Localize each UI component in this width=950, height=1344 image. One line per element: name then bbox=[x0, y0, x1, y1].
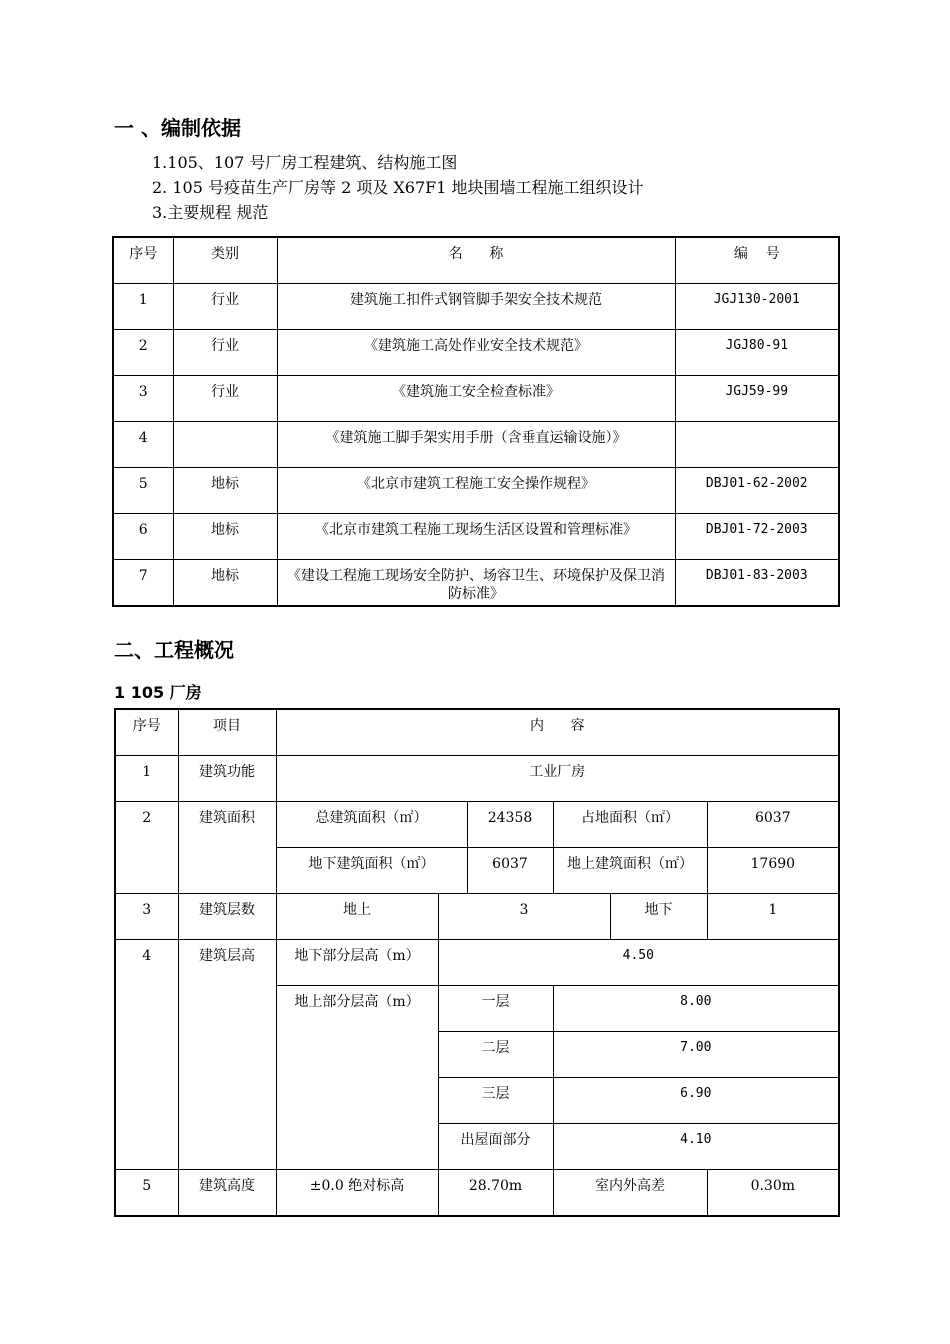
row-name: 《北京市建筑工程施工现场生活区设置和管理标准》 bbox=[277, 514, 675, 560]
row-category: 行业 bbox=[173, 376, 277, 422]
header-no: 序号 bbox=[113, 237, 173, 284]
basis-item-3: 3.主要规程 规范 bbox=[152, 203, 269, 222]
height-difference-label: 室内外高差 bbox=[553, 1170, 707, 1217]
table-row bbox=[113, 284, 839, 330]
floors-above-value: 3 bbox=[438, 894, 610, 940]
basis-item-1: 1.105、107 号厂房工程建筑、结构施工图 bbox=[152, 153, 458, 172]
header-code: 编 号 bbox=[675, 237, 839, 284]
floor-height: 8.00 bbox=[553, 986, 839, 1032]
row-category bbox=[173, 422, 277, 468]
floor-height: 7.00 bbox=[553, 1032, 839, 1078]
table-header bbox=[113, 237, 839, 284]
above-height-label: 地上部分层高（m） bbox=[276, 986, 438, 1170]
footprint-label: 占地面积（㎡） bbox=[553, 802, 707, 848]
above-area-value: 17690 bbox=[707, 848, 839, 894]
header-no: 序号 bbox=[115, 709, 178, 756]
footprint-value: 6037 bbox=[707, 802, 839, 848]
row-code: DBJ01-72-2003 bbox=[675, 514, 839, 560]
under-area-label: 地下建筑面积（㎡） bbox=[276, 848, 467, 894]
row-no: 5 bbox=[115, 1170, 178, 1217]
floor-height: 4.10 bbox=[553, 1124, 839, 1170]
absolute-elevation-label: ±0.0 绝对标高 bbox=[276, 1170, 438, 1217]
row-no: 5 bbox=[113, 468, 173, 514]
under-area-value: 6037 bbox=[467, 848, 553, 894]
section1-title: 一 、编制依据 bbox=[114, 116, 241, 140]
section2-title: 二、工程概况 bbox=[114, 638, 234, 662]
table-row bbox=[113, 514, 839, 560]
table-row bbox=[113, 422, 839, 468]
row-category: 行业 bbox=[173, 330, 277, 376]
row-no: 4 bbox=[113, 422, 173, 468]
table-row bbox=[113, 376, 839, 422]
under-height-label: 地下部分层高（m） bbox=[276, 940, 438, 986]
floor-label: 一层 bbox=[438, 986, 553, 1032]
under-height-value: 4.50 bbox=[438, 940, 839, 986]
table-row bbox=[115, 940, 839, 986]
row-item: 建筑面积 bbox=[178, 802, 276, 894]
floor-label: 出屋面部分 bbox=[438, 1124, 553, 1170]
header-item: 项目 bbox=[178, 709, 276, 756]
floors-under-value: 1 bbox=[707, 894, 839, 940]
table-row bbox=[115, 894, 839, 940]
row-item: 建筑高度 bbox=[178, 1170, 276, 1217]
row-item: 建筑功能 bbox=[178, 756, 276, 802]
table-row bbox=[113, 560, 839, 607]
row-no: 3 bbox=[115, 894, 178, 940]
floor-label: 三层 bbox=[438, 1078, 553, 1124]
row-no: 7 bbox=[113, 560, 173, 607]
row-name: 《建筑施工脚手架实用手册（含垂直运输设施）》 bbox=[277, 422, 675, 468]
row-item: 建筑层数 bbox=[178, 894, 276, 940]
standards-table bbox=[112, 236, 840, 607]
table-row bbox=[115, 756, 839, 802]
header-content: 内 容 bbox=[276, 709, 839, 756]
row-name: 《建筑施工安全检查标准》 bbox=[277, 376, 675, 422]
row-no: 2 bbox=[115, 802, 178, 894]
row-name: 建筑施工扣件式钢管脚手架安全技术规范 bbox=[277, 284, 675, 330]
row-name: 《建筑施工高处作业安全技术规范》 bbox=[277, 330, 675, 376]
row-category: 地标 bbox=[173, 560, 277, 607]
table-row bbox=[113, 468, 839, 514]
row-code: JGJ130-2001 bbox=[675, 284, 839, 330]
row-category: 行业 bbox=[173, 284, 277, 330]
row-code: DBJ01-83-2003 bbox=[675, 560, 839, 607]
table-row bbox=[115, 802, 839, 848]
absolute-elevation-value: 28.70m bbox=[438, 1170, 553, 1217]
row-code: DBJ01-62-2002 bbox=[675, 468, 839, 514]
header-category: 类别 bbox=[173, 237, 277, 284]
row-name: 《北京市建筑工程施工安全操作规程》 bbox=[277, 468, 675, 514]
floor-height: 6.90 bbox=[553, 1078, 839, 1124]
row-category: 地标 bbox=[173, 468, 277, 514]
section2-subtitle: 1 105 厂房 bbox=[114, 683, 202, 702]
total-area-value: 24358 bbox=[467, 802, 553, 848]
row-code bbox=[675, 422, 839, 468]
header-name: 名 称 bbox=[277, 237, 675, 284]
row-no: 1 bbox=[115, 756, 178, 802]
table-row bbox=[113, 330, 839, 376]
row-item: 建筑层高 bbox=[178, 940, 276, 1170]
row-no: 3 bbox=[113, 376, 173, 422]
building-function: 工业厂房 bbox=[276, 756, 839, 802]
row-code: JGJ80-91 bbox=[675, 330, 839, 376]
total-area-label: 总建筑面积（㎡） bbox=[276, 802, 467, 848]
floor-label: 二层 bbox=[438, 1032, 553, 1078]
floors-under-label: 地下 bbox=[610, 894, 707, 940]
row-category: 地标 bbox=[173, 514, 277, 560]
overview-table bbox=[114, 708, 840, 1217]
row-no: 4 bbox=[115, 940, 178, 1170]
basis-item-2: 2. 105 号疫苗生产厂房等 2 项及 X67F1 地块围墙工程施工组织设计 bbox=[152, 178, 644, 197]
row-name: 《建设工程施工现场安全防护、场容卫生、环境保护及保卫消防标准》 bbox=[277, 560, 675, 607]
row-no: 6 bbox=[113, 514, 173, 560]
height-difference-value: 0.30m bbox=[707, 1170, 839, 1217]
row-code: JGJ59-99 bbox=[675, 376, 839, 422]
row-no: 2 bbox=[113, 330, 173, 376]
floors-above-label: 地上 bbox=[276, 894, 438, 940]
row-no: 1 bbox=[113, 284, 173, 330]
table-row bbox=[115, 1170, 839, 1217]
table-header bbox=[115, 709, 839, 756]
above-area-label: 地上建筑面积（㎡） bbox=[553, 848, 707, 894]
